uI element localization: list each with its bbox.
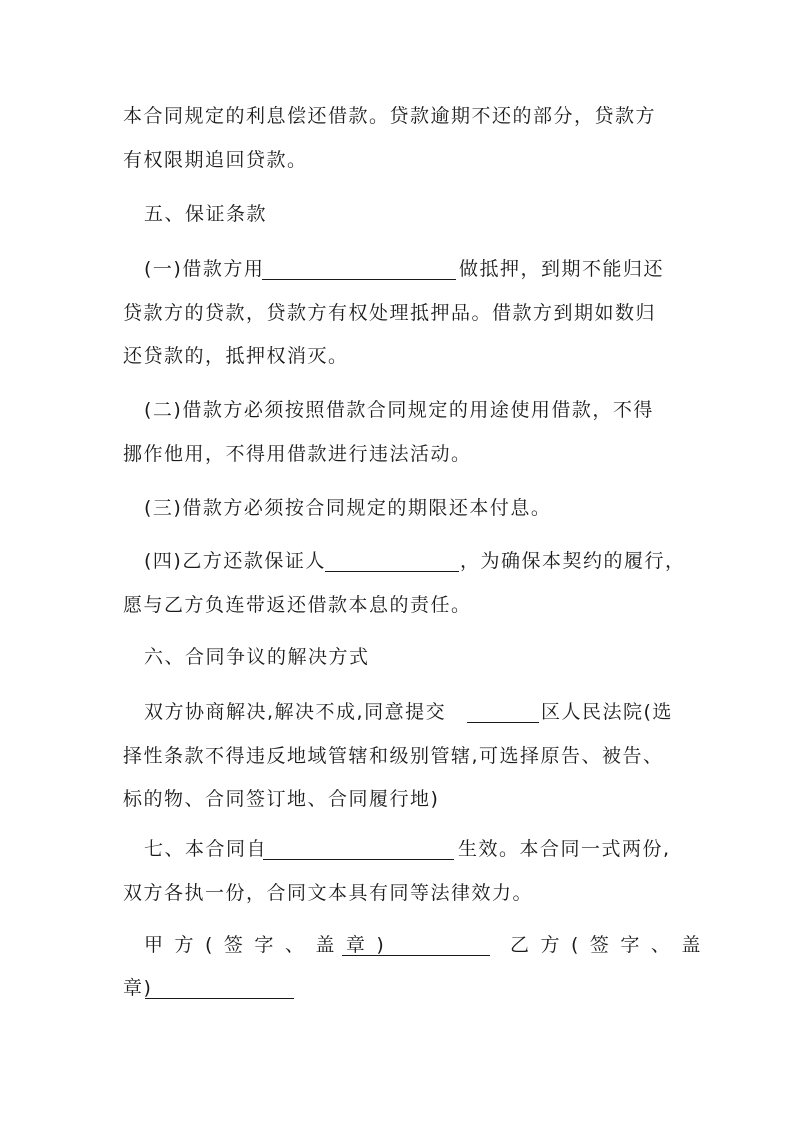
guarantee-clause-2-line-1 — [0, 390, 793, 430]
text: 生效。本合同一式两份, — [458, 838, 671, 860]
text: 双方各执一份，合同文本具有同等法律效力。 — [123, 882, 534, 904]
text: 本合同规定的利息偿还借款。贷款逾期不还的部分，贷款方 — [123, 105, 657, 127]
guarantee-clause-3 — [0, 488, 793, 528]
clause-4-continuation-line-1 — [0, 96, 793, 136]
party-b-signature-label: 乙方(签字、盖 — [510, 934, 712, 956]
collateral-blank-field[interactable] — [262, 259, 456, 280]
guarantee-clause-2-line-2 — [0, 434, 793, 474]
party-a-signature-field[interactable] — [342, 935, 490, 956]
section-5-heading — [0, 194, 793, 234]
text: (三)借款方必须按合同规定的期限还本付息。 — [144, 497, 552, 519]
heading-text: 五、保证条款 — [144, 203, 268, 225]
guarantee-clause-1-line-1 — [0, 249, 793, 289]
clause-4-continuation-line-2 — [0, 140, 793, 180]
guarantor-blank-field[interactable] — [325, 551, 459, 572]
party-a-signature-label: 甲方(签字、盖章) — [144, 934, 396, 956]
guarantee-clause-1-line-2 — [0, 293, 793, 333]
text: 做抵押，到期不能归还 — [459, 258, 665, 280]
section-6-heading — [0, 637, 793, 677]
section-7-line-1 — [0, 829, 793, 869]
text: 区人民法院(选 — [541, 701, 673, 723]
party-b-signature-field[interactable] — [145, 978, 294, 999]
text: (一)借款方用 — [144, 258, 265, 280]
guarantee-clause-1-line-3 — [0, 336, 793, 376]
heading-text: 六、合同争议的解决方式 — [144, 646, 370, 668]
effective-date-blank-field[interactable] — [263, 839, 454, 860]
dispute-clause-line-3 — [0, 779, 793, 819]
guarantee-clause-4-line-1 — [0, 541, 793, 581]
guarantee-clause-4-line-2 — [0, 585, 793, 625]
text: 标的物、合同签订地、合同履行地) — [123, 788, 440, 810]
text: 贷款方的贷款，贷款方有权处理抵押品。借款方到期如数归 — [123, 302, 657, 324]
text: ，为确保本契约的履行， — [460, 550, 686, 572]
dispute-clause-line-1 — [0, 692, 793, 732]
section-7-line-2 — [0, 873, 793, 913]
text: (四)乙方还款保证人 — [144, 550, 326, 572]
signature-line-2 — [0, 968, 793, 1008]
court-district-blank-field[interactable] — [467, 702, 539, 723]
text: 章) — [123, 977, 153, 999]
text: 还贷款的，抵押权消灭。 — [123, 345, 349, 367]
text: 挪作他用，不得用借款进行违法活动。 — [123, 443, 472, 465]
text: 愿与乙方负连带返还借款本息的责任。 — [123, 594, 472, 616]
text: 七、本合同自 — [144, 838, 268, 860]
text: 有权限期追回贷款。 — [123, 149, 308, 171]
dispute-clause-line-2 — [0, 736, 793, 776]
text: (二)借款方必须按照借款合同规定的用途使用借款，不得 — [144, 399, 654, 421]
text: 双方协商解决,解决不成,同意提交 — [144, 701, 447, 723]
signature-line-1 — [0, 925, 793, 965]
text: 择性条款不得违反地域管辖和级别管辖,可选择原告、被告、 — [123, 745, 664, 767]
